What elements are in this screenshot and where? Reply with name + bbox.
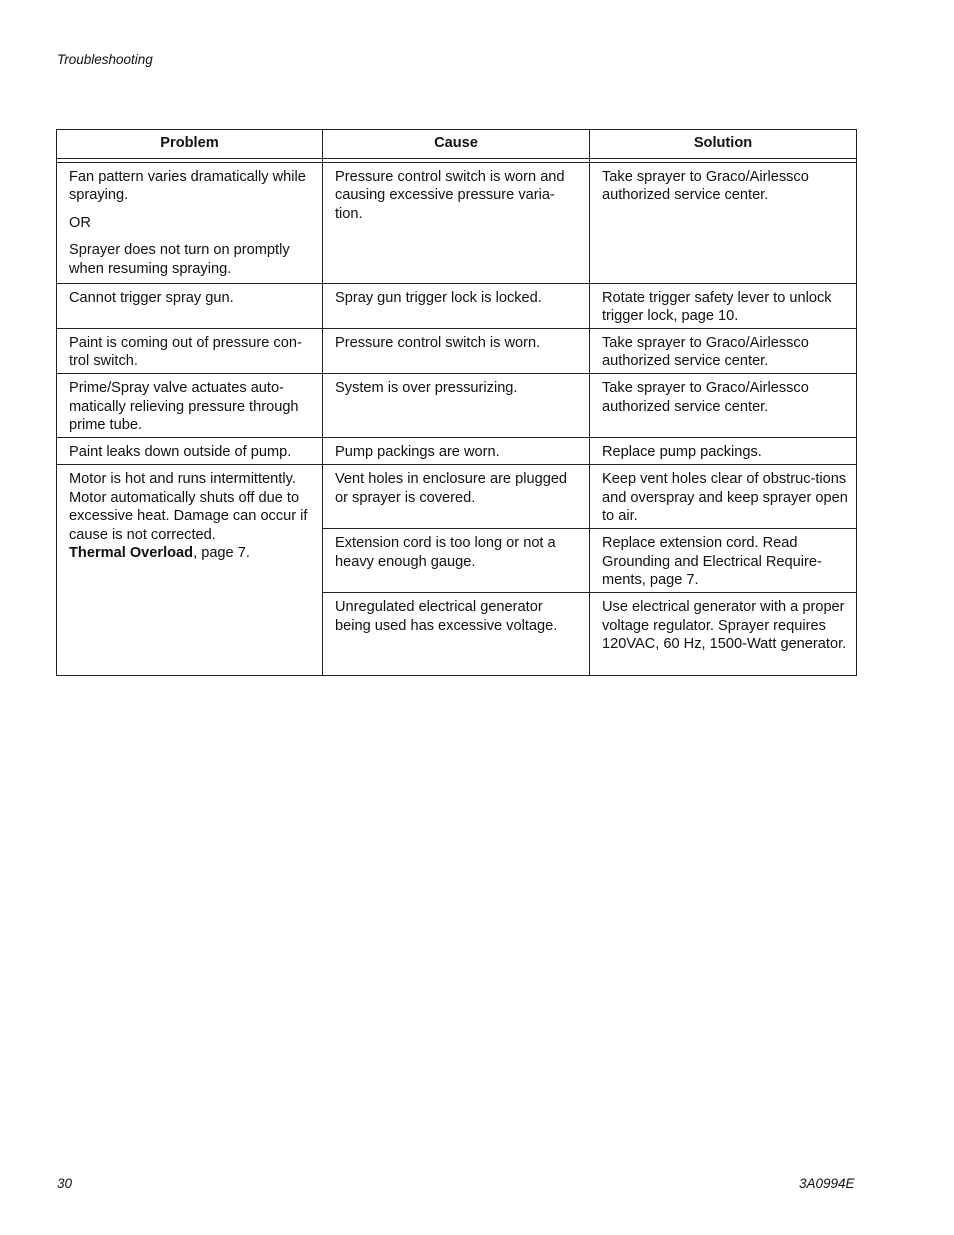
table-header-row: [57, 130, 857, 159]
table-row: [57, 162, 857, 283]
problem-cell: [57, 464, 323, 675]
problem-text: Motor is hot and runs intermittently. Motor automatically shuts off due to excessive heat. Damage can occur if cause is not corrected.: [69, 470, 308, 543]
cross-reference-title: Thermal Overload: [69, 545, 194, 562]
cause-cell: System is over pressurizing.: [323, 373, 590, 437]
solution-cell: Replace pump packings.: [590, 437, 857, 464]
solution-cell: Take sprayer to Graco/Airlessco authorized service center.: [590, 162, 857, 283]
table-row: [57, 437, 857, 464]
table-row: [57, 464, 857, 528]
cause-cell: Unregulated electrical generator being used has excessive voltage.: [323, 592, 590, 675]
table-row: [57, 283, 857, 328]
solution-cell: Replace extension cord. Read Grounding and Electrical Require-ments, page 7.: [590, 528, 857, 592]
cause-cell: Vent holes in enclosure are plugged or sprayer is covered.: [323, 464, 590, 528]
problem-cell: Prime/Spray valve actuates auto-matically relieving pressure through prime tube.: [57, 373, 323, 437]
column-header-cause: Cause: [323, 130, 590, 159]
problem-cell: Cannot trigger spray gun.: [57, 283, 323, 328]
problem-or: OR: [69, 214, 91, 231]
column-header-solution: Solution: [590, 130, 857, 159]
cross-reference-page: , page 7.: [193, 545, 250, 562]
solution-cell: Take sprayer to Graco/Airlessco authorized service center.: [590, 328, 857, 373]
troubleshooting-table: [56, 129, 857, 676]
problem-cell: [57, 162, 323, 283]
cause-cell: Pressure control switch is worn.: [323, 328, 590, 373]
solution-cell: Keep vent holes clear of obstruc-tions and overspray and keep sprayer open to air.: [590, 464, 857, 528]
problem-cell: Paint leaks down outside of pump.: [57, 437, 323, 464]
cause-cell: Pressure control switch is worn and causing excessive pressure varia-tion.: [323, 162, 590, 283]
cause-cell: Extension cord is too long or not a heavy enough gauge.: [323, 528, 590, 592]
solution-cell: Rotate trigger safety lever to unlock trigger lock, page 10.: [590, 283, 857, 328]
page-number: 30: [57, 1176, 73, 1191]
problem-text: Sprayer does not turn on promptly when resuming spraying.: [69, 242, 290, 277]
running-head: Troubleshooting: [57, 52, 153, 67]
cause-cell: Pump packings are worn.: [323, 437, 590, 464]
solution-cell: Take sprayer to Graco/Airlessco authorized service center.: [590, 373, 857, 437]
table-row: [57, 373, 857, 437]
document-id: 3A0994E: [799, 1176, 855, 1191]
problem-text: Fan pattern varies dramatically while spraying.: [69, 168, 306, 204]
table-row: [57, 328, 857, 373]
column-header-problem: Problem: [57, 130, 323, 159]
cause-cell: Spray gun trigger lock is locked.: [323, 283, 590, 328]
solution-cell: Use electrical generator with a proper voltage regulator. Sprayer requires 120VAC, 60 Hz, 1500-Watt generator.: [590, 592, 857, 675]
problem-cell: Paint is coming out of pressure con-trol switch.: [57, 328, 323, 373]
